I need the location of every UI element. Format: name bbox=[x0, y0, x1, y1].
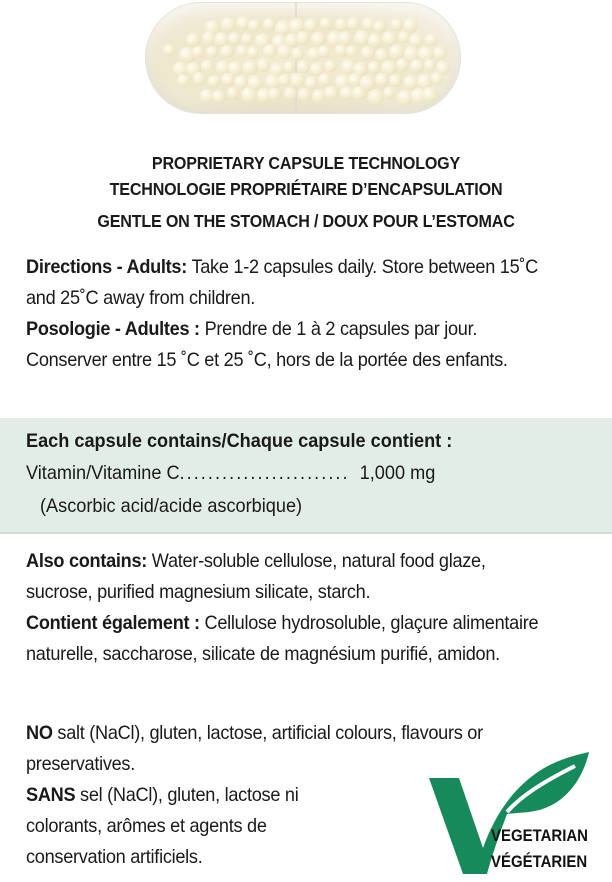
bead-decoration bbox=[346, 45, 358, 57]
bead-decoration bbox=[257, 58, 270, 71]
leader-dots: ........................ bbox=[179, 462, 350, 484]
bead-decoration bbox=[368, 89, 384, 105]
bead-decoration bbox=[208, 75, 220, 87]
contents-title: Each capsule contains/Chaque capsule contient : bbox=[26, 430, 453, 452]
bead-decoration bbox=[263, 18, 276, 31]
bead-decoration bbox=[368, 61, 381, 74]
free-from-fr-line3: conservation artificiels. bbox=[26, 846, 203, 868]
free-from-en-label: NO bbox=[26, 722, 53, 744]
bead-decoration bbox=[220, 45, 233, 58]
contents-box bbox=[0, 418, 612, 534]
bead-decoration bbox=[283, 61, 296, 74]
bead-decoration bbox=[278, 74, 290, 86]
bead-decoration bbox=[335, 18, 348, 31]
bead-decoration bbox=[335, 44, 347, 56]
bead-decoration bbox=[221, 17, 236, 32]
bead-decoration bbox=[389, 74, 401, 86]
also-contains-fr-text: Cellulose hydrosoluble, glaçure alimentaire naturelle, saccharose, silicate de magnésium purifié, amidon. bbox=[26, 612, 539, 665]
ingredient-name: Vitamin/Vitamine C bbox=[26, 462, 180, 484]
directions-en-label: Directions - Adults: bbox=[26, 256, 188, 278]
vegetarian-label-en: VEGETARIAN bbox=[491, 826, 588, 845]
bead-decoration bbox=[305, 76, 318, 89]
bead-decoration bbox=[192, 46, 204, 58]
bead-decoration bbox=[347, 17, 360, 30]
bead-decoration bbox=[206, 46, 218, 58]
bead-decoration bbox=[422, 87, 436, 101]
bead-decoration bbox=[304, 18, 318, 32]
free-from-fr bbox=[26, 780, 398, 873]
bead-decoration bbox=[201, 60, 213, 72]
bead-decoration bbox=[433, 46, 447, 60]
bead-decoration bbox=[163, 44, 175, 56]
bead-decoration bbox=[352, 86, 365, 99]
directions-fr-text: Prendre de 1 à 2 capsules par jour. Conserver entre 15 ˚C et 25 ˚C, hors de la portée des enfants. bbox=[26, 318, 508, 371]
ingredient-amount: 1,000 mg bbox=[359, 462, 436, 484]
bead-decoration bbox=[242, 60, 258, 76]
free-from-fr-line2: colorants, arômes et agents de bbox=[26, 815, 267, 837]
also-contains-en-text: Water-soluble cellulose, natural food glaze, sucrose, purified magnesium silicate, starch. bbox=[26, 550, 486, 603]
bead-decoration bbox=[383, 87, 395, 99]
bead-decoration bbox=[373, 20, 386, 33]
free-from-fr-line1: sel (NaCl), gluten, lactose ni bbox=[75, 784, 299, 806]
bead-decoration bbox=[398, 31, 410, 43]
directions-fr-label: Posologie - Adultes : bbox=[26, 318, 200, 340]
bead-decoration bbox=[320, 17, 333, 30]
bead-decoration bbox=[375, 73, 388, 86]
bead-decoration bbox=[177, 74, 190, 87]
bead-decoration bbox=[318, 73, 331, 86]
bead-decoration bbox=[290, 73, 305, 88]
bead-decoration bbox=[284, 87, 297, 100]
bead-decoration bbox=[241, 87, 257, 103]
also-contains-en-label: Also contains: bbox=[26, 550, 148, 572]
directions-en-text: Take 1-2 capsules daily. Store between 15˚C and 25˚C away from children. bbox=[26, 256, 538, 309]
directions-en bbox=[26, 252, 556, 314]
bead-decoration bbox=[391, 18, 404, 31]
bead-decoration bbox=[298, 88, 311, 101]
bead-decoration bbox=[227, 87, 239, 99]
bead-decoration bbox=[410, 59, 424, 73]
bead-decoration bbox=[221, 73, 234, 86]
bead-decoration bbox=[228, 32, 241, 45]
bead-decoration bbox=[297, 60, 310, 73]
bead-decoration bbox=[396, 58, 409, 71]
directions-fr bbox=[26, 314, 556, 376]
capsule-image bbox=[145, 2, 461, 114]
bead-decoration bbox=[277, 44, 292, 59]
bead-decoration bbox=[241, 33, 254, 46]
vegetarian-label-fr: VÉGÉTARIEN bbox=[491, 852, 588, 871]
bead-decoration bbox=[296, 31, 309, 44]
bead-decoration bbox=[424, 59, 436, 71]
bead-decoration bbox=[324, 60, 337, 73]
bead-decoration bbox=[268, 88, 281, 101]
bead-decoration bbox=[324, 86, 338, 100]
header-line-technology: PROPRIETARY CAPSULE TECHNOLOGY bbox=[151, 153, 461, 173]
bead-decoration bbox=[212, 90, 225, 103]
bead-decoration bbox=[311, 32, 326, 47]
ingredient-row bbox=[26, 462, 584, 485]
bead-decoration bbox=[247, 46, 259, 58]
bead-decoration bbox=[431, 72, 444, 85]
bead-decoration bbox=[318, 45, 330, 57]
header-line-technologie: TECHNOLOGIE PROPRIÉTAIRE D’ENCAPSULATION bbox=[109, 179, 503, 199]
header-block bbox=[24, 150, 587, 234]
capsule-shell bbox=[145, 2, 461, 114]
ingredient-source: (Ascorbic acid/acide ascorbique) bbox=[40, 495, 303, 517]
bead-decoration bbox=[382, 31, 397, 46]
header-line-gentle: GENTLE ON THE STOMACH / DOUX POUR L’ESTOMAC bbox=[97, 211, 515, 231]
also-contains-fr bbox=[26, 608, 556, 670]
also-contains-en bbox=[26, 546, 556, 608]
also-contains-fr-label: Contient également : bbox=[26, 612, 200, 634]
free-from-en-text: salt (NaCl), gluten, lactose, artificial colours, flavours or preservatives. bbox=[26, 722, 483, 775]
bead-decoration bbox=[193, 72, 206, 85]
vegetarian-badge bbox=[425, 752, 612, 877]
bead-decoration bbox=[291, 47, 304, 60]
bead-decoration bbox=[425, 33, 438, 46]
bead-decoration bbox=[263, 44, 277, 58]
free-from-fr-label: SANS bbox=[26, 784, 76, 806]
bead-decoration bbox=[248, 19, 261, 32]
bead-decoration bbox=[361, 46, 375, 60]
